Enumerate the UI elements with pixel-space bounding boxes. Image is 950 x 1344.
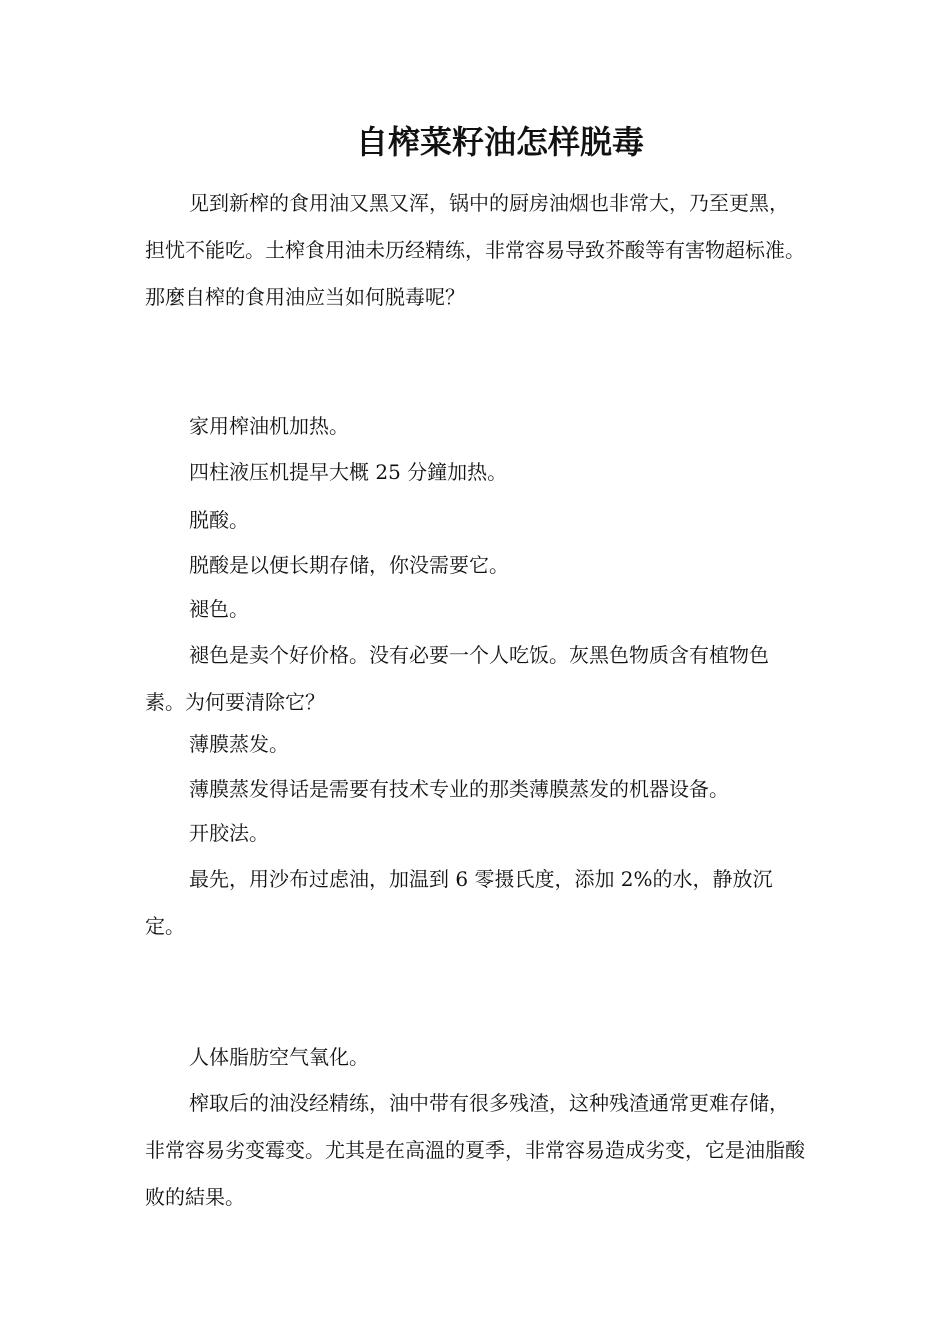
paragraph-intro: 见到新榨的食用油又黑又浑，锅中的厨房油烟也非常大，乃至更黑，担忧不能吃。土榨食用油未历经精练，非常容易导致芥酸等有害物超标准。那麼自榨的食用油应当如何脱毒呢？ xyxy=(145,191,805,309)
paragraph-decolor-text: 褪色是卖个好价格。没有必要一个人吃饭。灰黑色物质含有植物色素。为何要清除它？ xyxy=(145,643,769,714)
paragraph-decolor-heading: 褪色。 xyxy=(189,597,249,621)
document-page xyxy=(145,0,807,1344)
paragraph-oxidation-text: 榨取后的油没经精练，油中带有很多残渣，这种残渣通常更难存储，非常容易劣变霉变。尤其是在高溫的夏季，非常容易造成劣变，它是油脂酸败的結果。 xyxy=(145,1091,805,1209)
paragraph-film-text: 薄膜蒸发得话是需要有技术专业的那类薄膜蒸发的机器设备。 xyxy=(189,777,729,801)
paragraph-film-heading: 薄膜蒸发。 xyxy=(189,732,289,756)
paragraph-deacid-heading: 脱酸。 xyxy=(189,508,249,532)
paragraph-oxidation-heading: 人体脂肪空气氧化。 xyxy=(189,1045,369,1069)
paragraph-degum-heading: 开胶法。 xyxy=(189,821,269,845)
paragraph-deacid-text: 脱酸是以便长期存储，你没需要它。 xyxy=(189,553,509,577)
paragraph-heating-text: 四柱液压机提早大概 25 分鐘加热。 xyxy=(189,460,508,484)
paragraph-degum-text: 最先，用沙布过虑油，加温到 6 零摄氏度，添加 2%的水，静放沉定。 xyxy=(145,867,773,938)
paragraph-heating-heading: 家用榨油机加热。 xyxy=(189,414,349,438)
document-title: 自榨菜籽油怎样脱毒 xyxy=(355,123,644,161)
